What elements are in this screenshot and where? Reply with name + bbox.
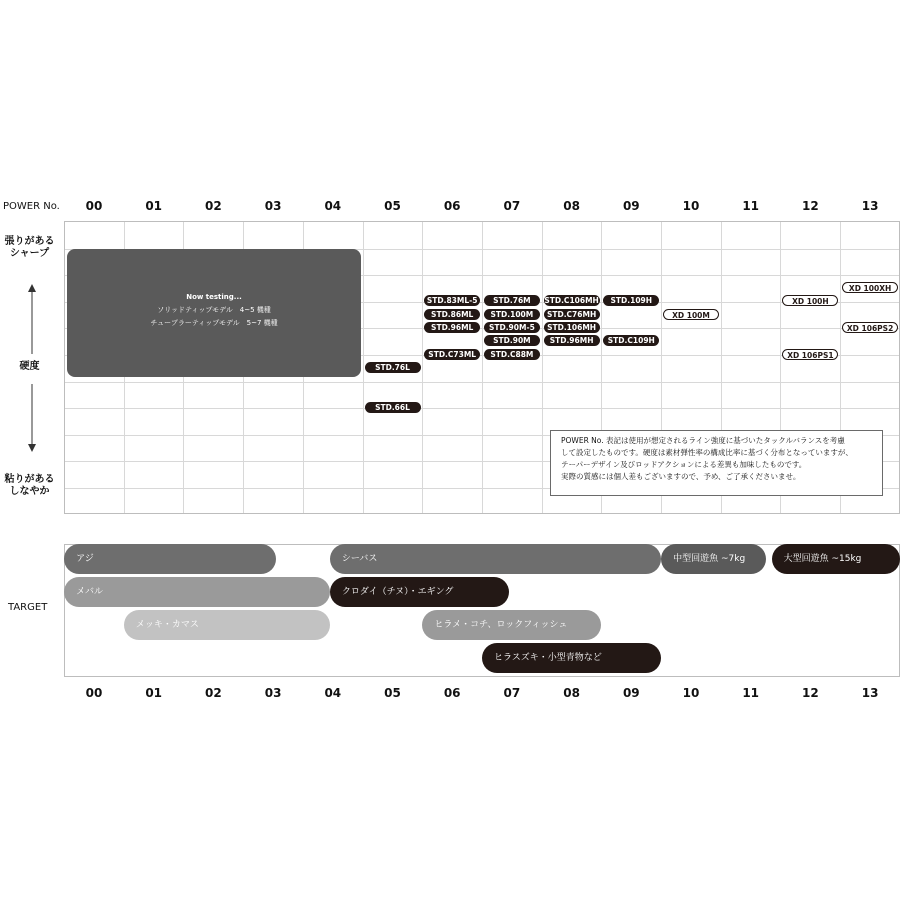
target-bar: 大型回遊魚 ~15kg	[772, 544, 900, 574]
model-pill: XD 106PS2	[842, 322, 898, 333]
grid-hline	[65, 408, 899, 409]
column-label-11: 11	[742, 199, 760, 213]
column-label-02: 02	[205, 199, 222, 213]
column-label-01: 01	[145, 199, 163, 213]
grid-vline	[422, 222, 423, 513]
model-pill: STD.100M	[484, 309, 540, 320]
model-pill: STD.96MH	[544, 335, 600, 346]
model-pill: STD.90M-5	[484, 322, 540, 333]
now-testing-tubular: チューブラーティップモデル 5~7 機種	[150, 319, 278, 327]
column-label-09: 09	[622, 686, 640, 700]
target-bar: ヒラスズキ・小型青物など	[482, 643, 661, 673]
target-bar: ヒラメ・コチ、ロックフィッシュ	[422, 610, 601, 640]
model-pill: STD.86ML	[424, 309, 480, 320]
model-pill: XD 100M	[663, 309, 719, 320]
column-label-13: 13	[861, 686, 879, 700]
target-bar: 中型回遊魚 ~7kg	[661, 544, 765, 574]
column-label-00: 00	[85, 199, 103, 213]
model-pill: STD.90M	[484, 335, 540, 346]
model-pill: STD.96ML	[424, 322, 480, 333]
now-testing-box	[67, 249, 361, 377]
model-pill: XD 100XH	[842, 282, 898, 293]
model-pill: STD.66L	[365, 402, 421, 413]
column-label-08: 08	[563, 686, 580, 700]
target-bar: メバル	[64, 577, 330, 607]
model-pill: STD.109H	[603, 295, 659, 306]
model-pill: STD.C76MH	[544, 309, 600, 320]
model-pill: STD.C88M	[484, 349, 540, 360]
column-label-12: 12	[802, 686, 819, 700]
column-label-13: 13	[861, 199, 879, 213]
model-pill: STD.106MH	[544, 322, 600, 333]
model-pill: STD.83ML-5	[424, 295, 480, 306]
grid-vline	[542, 222, 543, 513]
column-label-05: 05	[384, 199, 401, 213]
column-label-10: 10	[682, 686, 700, 700]
model-pill: STD.C109H	[603, 335, 659, 346]
column-label-06: 06	[443, 199, 461, 213]
column-label-03: 03	[264, 199, 282, 213]
model-pill: STD.76L	[365, 362, 421, 373]
model-pill: XD 100H	[782, 295, 838, 306]
column-label-04: 04	[324, 686, 342, 700]
column-label-07: 07	[503, 686, 521, 700]
target-label: TARGET	[8, 602, 48, 613]
model-pill: STD.76M	[484, 295, 540, 306]
column-label-02: 02	[205, 686, 222, 700]
power-note: POWER No. 表記は使用が想定されるライン強度に基づいたタックルバランスを考慮 して設定したものです。硬度は素材弾性率の構成比率に基づく分布となっていますが、 テーパーデザイン及びロッドアクションによる差異も加味したものです。 実際の質感には個人差もございますので、予め、ご了承くださいませ。	[550, 430, 883, 496]
now-testing-title: Now testing...	[186, 293, 242, 301]
grid-vline	[482, 222, 483, 513]
side-label-sharp: 張りがある シャープ	[4, 236, 55, 259]
column-label-06: 06	[443, 686, 461, 700]
target-bar: クロダイ（チヌ）・エギング	[330, 577, 509, 607]
grid-vline	[363, 222, 364, 513]
column-label-00: 00	[85, 686, 103, 700]
column-label-08: 08	[563, 199, 580, 213]
power-no-label: POWER No.	[3, 201, 60, 212]
model-pill: XD 106PS1	[782, 349, 838, 360]
column-label-07: 07	[503, 199, 521, 213]
grid-hline	[65, 382, 899, 383]
target-bar: メッキ・カマス	[124, 610, 330, 640]
column-label-05: 05	[384, 686, 401, 700]
column-label-04: 04	[324, 199, 342, 213]
side-label-supple: 粘りがある しなやか	[4, 474, 55, 497]
column-label-03: 03	[264, 686, 282, 700]
column-label-09: 09	[622, 199, 640, 213]
column-label-11: 11	[742, 686, 760, 700]
target-bar: アジ	[64, 544, 276, 574]
target-bar: シーバス	[330, 544, 661, 574]
column-label-01: 01	[145, 686, 163, 700]
model-pill: STD.C73ML	[424, 349, 480, 360]
model-pill: STD.C106MH	[544, 296, 599, 306]
column-label-10: 10	[682, 199, 700, 213]
now-testing-solid: ソリッドティップモデル 4~5 機種	[157, 306, 271, 314]
column-label-12: 12	[802, 199, 819, 213]
arrow-down-icon	[28, 384, 36, 456]
side-label-hardness: 硬度	[19, 361, 40, 372]
arrow-up-icon	[28, 284, 36, 358]
